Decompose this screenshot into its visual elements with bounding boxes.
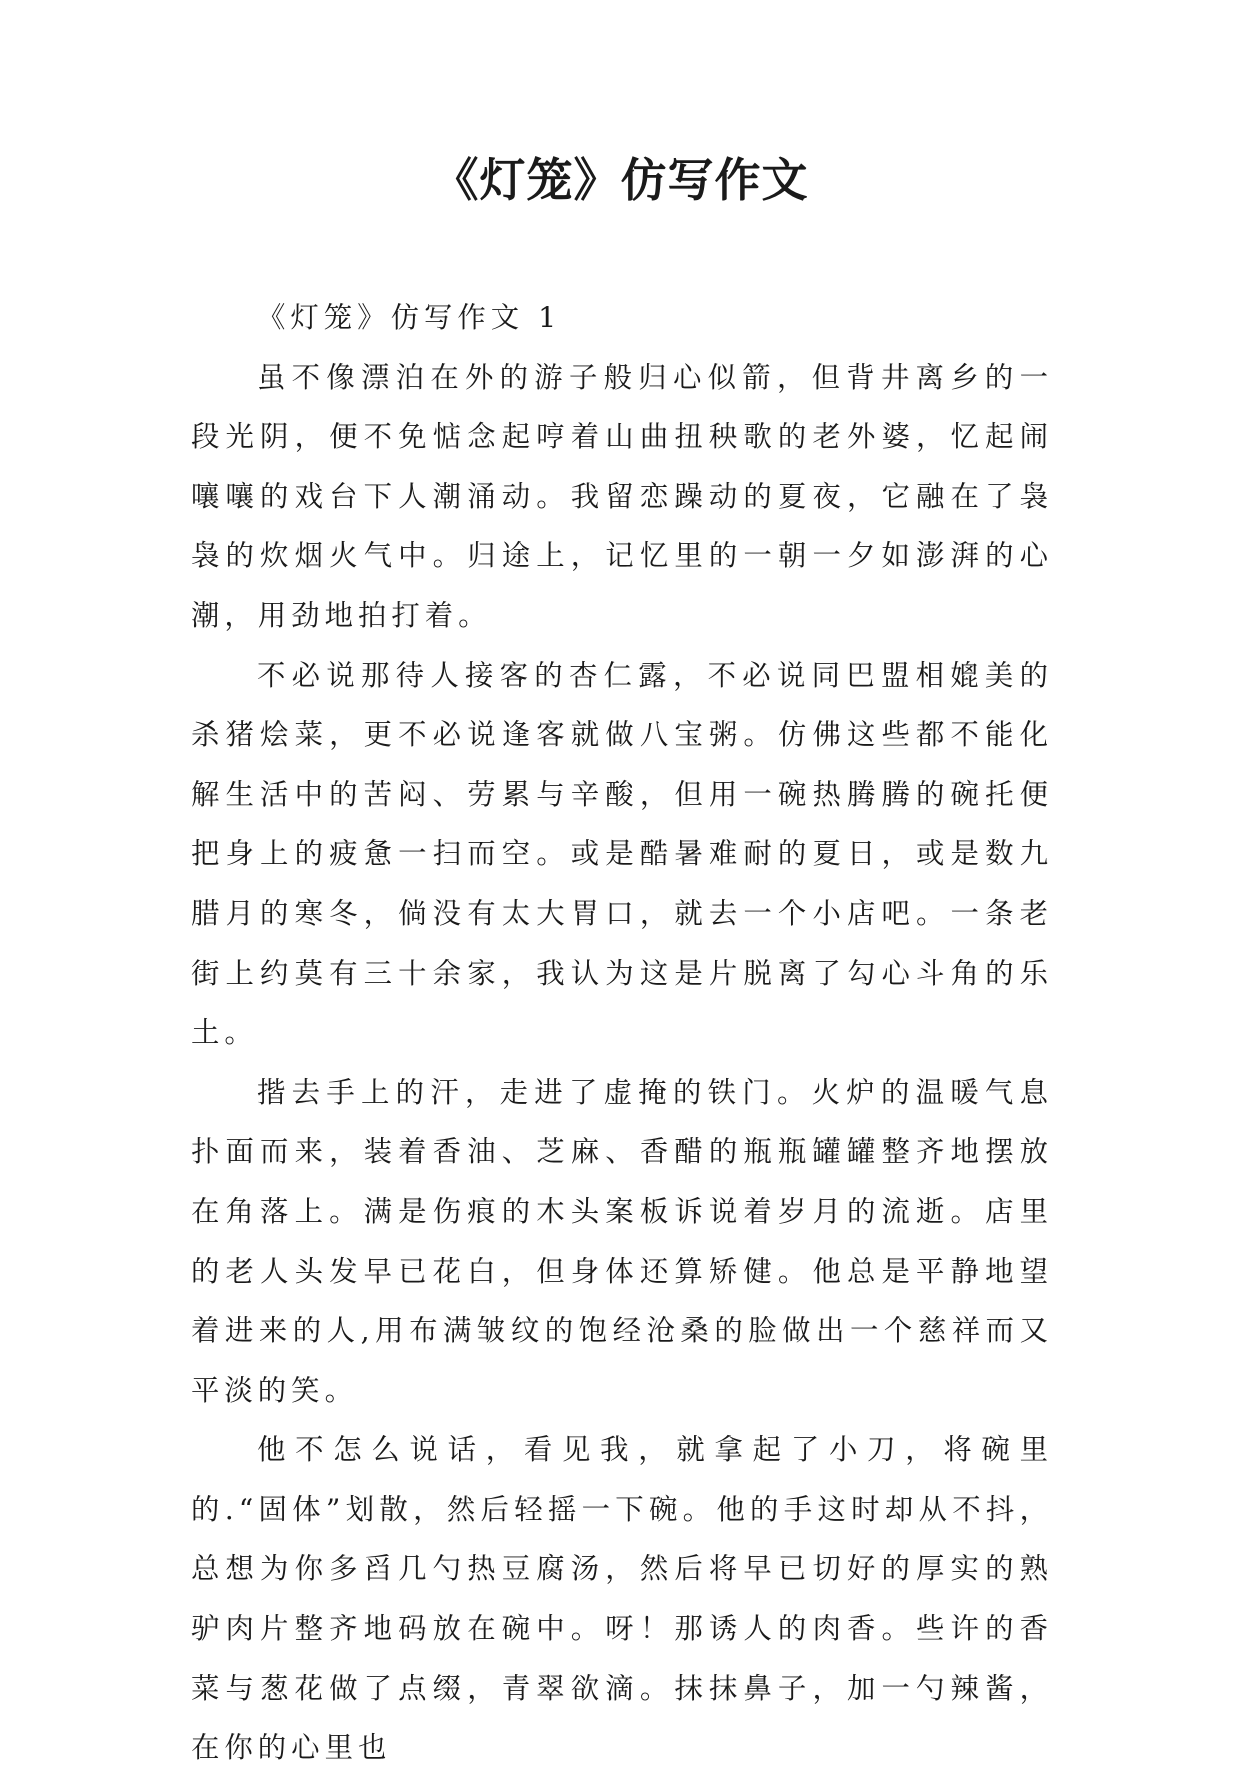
paragraph-1: 虽不像漂泊在外的游子般归心似箭，但背井离乡的一段光阴，便不免惦念起哼着山曲扭秧歌的老外婆，忆起闹嚷嚷的戏台下人潮涌动。我留恋躁动的夏夜，它融在了袅袅的炊烟火气中。归途上，记忆里的一朝一夕如澎湃的心潮，用劲地拍打着。: [191, 360, 1053, 632]
document-body: [191, 288, 1053, 1778]
paragraph-3: 揩去手上的汗，走进了虚掩的铁门。火炉的温暖气息扑面而来，装着香油、芝麻、香醋的瓶瓶罐罐整齐地摆放在角落上。满是伤痕的木头案板诉说着岁月的流逝。店里的老人头发早已花白，但身体还算矫健。他总是平静地望着进来的人,用布满皱纹的饱经沧桑的脸做出一个慈祥而又平淡的笑。: [191, 1075, 1053, 1407]
paragraph-4: 他不怎么说话，看见我，就拿起了小刀，将碗里的.“固体”划散，然后轻摇一下碗。他的手这时却从不抖，总想为你多舀几勺热豆腐汤，然后将早已切好的厚实的熟驴肉片整齐地码放在碗中。呀！那诱人的肉香。些许的香菜与葱花做了点缀，青翠欲滴。抹抹鼻子，加一勺辣酱，在你的心里也: [191, 1433, 1053, 1765]
document-title: 《灯笼》仿写作文: [432, 153, 809, 207]
section-heading: 《灯笼》仿写作文 1: [257, 301, 562, 334]
paragraph-2: 不必说那待人接客的杏仁露，不必说同巴盟相媲美的杀猪烩菜，更不必说逢客就做八宝粥。仿佛这些都不能化解生活中的苦闷、劳累与辛酸，但用一碗热腾腾的碗托便把身上的疲惫一扫而空。或是酷暑难耐的夏日，或是数九腊月的寒冬，倘没有太大胃口，就去一个小店吧。一条老街上约莫有三十余家，我认为这是片脱离了勾心斗角的乐土。: [191, 658, 1053, 1050]
